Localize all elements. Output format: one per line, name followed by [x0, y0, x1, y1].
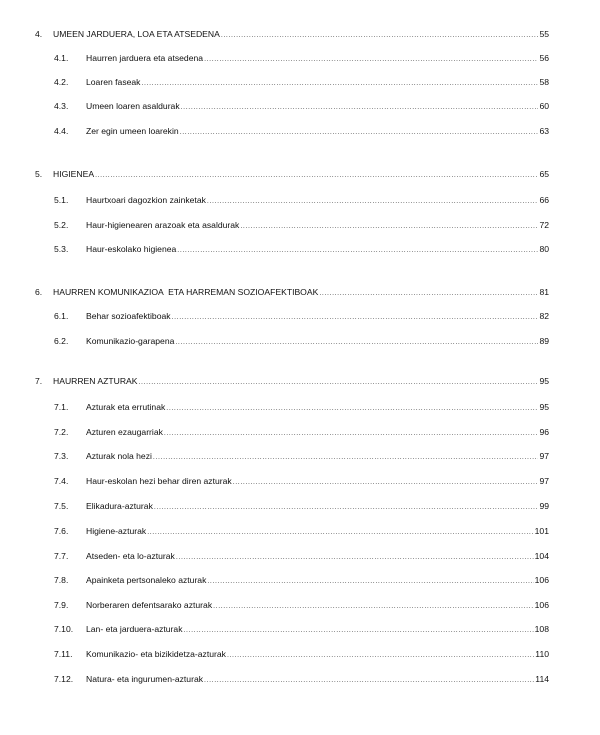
toc-entry-page: 97	[539, 476, 549, 486]
toc-entry-title: Haur-eskolako higienea	[86, 244, 177, 254]
dot-leader	[175, 337, 538, 349]
toc-entry[interactable]	[54, 574, 549, 586]
dot-leader	[153, 452, 539, 464]
dot-leader	[240, 221, 538, 233]
toc-entry-title: Haurtxoari dagozkion zainketak	[86, 195, 206, 205]
toc-entry[interactable]	[54, 525, 549, 537]
toc-entry-page: 56	[539, 53, 549, 63]
toc-entry-number: 5.	[35, 169, 43, 179]
toc-entry-number: 7.9.	[54, 600, 69, 610]
toc-entry-title: Zer egin umeen loarekin	[86, 126, 179, 136]
dot-leader	[207, 576, 533, 588]
toc-entry[interactable]	[54, 599, 549, 611]
toc-entry-page: 60	[539, 101, 549, 111]
toc-entry-number: 4.1.	[54, 53, 69, 63]
toc-entry[interactable]	[54, 426, 549, 438]
dot-leader	[204, 675, 534, 687]
toc-entry-title: Umeen loaren asaldurak	[86, 101, 180, 111]
dot-leader	[176, 552, 534, 564]
toc-entry[interactable]	[35, 286, 549, 298]
toc-entry[interactable]	[54, 219, 549, 231]
toc-entry[interactable]	[54, 194, 549, 206]
dot-leader	[207, 196, 539, 208]
toc-entry-title: Atseden- eta lo-azturak	[86, 551, 175, 561]
toc-entry-number: 7.8.	[54, 575, 69, 585]
dot-leader	[181, 102, 539, 114]
toc-entry-page: 106	[534, 575, 549, 585]
toc-entry-number: 6.2.	[54, 336, 69, 346]
toc-entry-number: 4.2.	[54, 77, 69, 87]
toc-entry[interactable]	[35, 28, 549, 40]
toc-entry[interactable]	[54, 450, 549, 462]
toc-entry-number: 5.1.	[54, 195, 69, 205]
toc-entry-title: Komunikazio- eta bizikidetza-azturak	[86, 649, 226, 659]
toc-entry-page: 81	[539, 287, 549, 297]
toc-entry-page: 89	[539, 336, 549, 346]
toc-entry-page: 82	[539, 311, 549, 321]
dot-leader	[233, 477, 539, 489]
toc-entry-number: 7.6.	[54, 526, 69, 536]
toc-entry-title: Azturen ezaugarriak	[86, 427, 163, 437]
toc-entry-page: 99	[539, 501, 549, 511]
toc-entry-page: 65	[539, 169, 549, 179]
toc-entry[interactable]	[54, 475, 549, 487]
toc-entry-title: HAURREN AZTURAK	[53, 376, 138, 386]
dot-leader	[172, 312, 539, 324]
dot-leader	[184, 625, 534, 637]
dot-leader	[147, 527, 533, 539]
toc-entry-number: 5.3.	[54, 244, 69, 254]
dot-leader	[180, 127, 539, 139]
toc-entry-number: 7.10.	[54, 624, 74, 634]
toc-entry-title: Elikadura-azturak	[86, 501, 153, 511]
toc-entry-number: 4.	[35, 29, 43, 39]
dot-leader	[95, 170, 538, 182]
dot-leader	[139, 377, 539, 389]
toc-entry-page: 96	[539, 427, 549, 437]
toc-entry-title: HAURREN KOMUNIKAZIOA ETA HARREMAN SOZIOAFEKTIBOAK	[53, 287, 319, 297]
toc-entry-page: 101	[534, 526, 549, 536]
toc-entry[interactable]	[54, 648, 549, 660]
toc-entry-page: 55	[539, 29, 549, 39]
toc-entry-number: 7.7.	[54, 551, 69, 561]
toc-entry[interactable]	[54, 673, 549, 685]
dot-leader	[164, 428, 539, 440]
toc-entry-number: 7.	[35, 376, 43, 386]
dot-leader	[154, 502, 539, 514]
toc-entry[interactable]	[54, 100, 549, 112]
toc-entry-title: Behar sozioafektiboak	[86, 311, 171, 321]
toc-entry-page: 104	[534, 551, 549, 561]
toc-entry[interactable]	[54, 125, 549, 137]
toc-entry[interactable]	[54, 401, 549, 413]
dot-leader	[227, 650, 534, 662]
toc-entry-page: 72	[539, 220, 549, 230]
toc-entry-title: Haurren jarduera eta atsedena	[86, 53, 204, 63]
toc-entry-title: Apainketa pertsonaleko azturak	[86, 575, 207, 585]
toc-entry-title: Azturak eta errutinak	[86, 402, 166, 412]
toc-entry-page: 58	[539, 77, 549, 87]
toc-entry[interactable]	[35, 168, 549, 180]
toc-entry-title: Norberaren defentsarako azturak	[86, 600, 213, 610]
toc-entry-number: 7.5.	[54, 501, 69, 511]
toc-entry-title: Haur-eskolan hezi behar diren azturak	[86, 476, 232, 486]
dot-leader	[213, 601, 534, 613]
toc-entry-number: 4.3.	[54, 101, 69, 111]
toc-entry-title: Lan- eta jarduera-azturak	[86, 624, 183, 634]
toc-entry-number: 6.1.	[54, 311, 69, 321]
toc-entry-number: 7.2.	[54, 427, 69, 437]
toc-entry[interactable]	[54, 76, 549, 88]
toc-entry-title: UMEEN JARDUERA, LOA ETA ATSEDENA	[53, 29, 220, 39]
toc-entry[interactable]	[54, 52, 549, 64]
dot-leader	[204, 54, 538, 66]
toc-entry-page: 108	[534, 624, 549, 634]
dot-leader	[141, 78, 538, 90]
toc-entry-number: 6.	[35, 287, 43, 297]
toc-entry-title: Haur-higienearen arazoak eta asaldurak	[86, 220, 240, 230]
toc-entry-page: 106	[534, 600, 549, 610]
toc-entry-number: 4.4.	[54, 126, 69, 136]
toc-entry-page: 66	[539, 195, 549, 205]
toc-entry[interactable]	[54, 623, 549, 635]
toc-entry[interactable]	[54, 310, 549, 322]
toc-entry[interactable]	[54, 500, 549, 512]
toc-entry-title: Komunikazio-garapena	[86, 336, 175, 346]
toc-entry[interactable]	[54, 243, 549, 255]
toc-entry[interactable]	[54, 550, 549, 562]
toc-entry-number: 7.3.	[54, 451, 69, 461]
toc-entry[interactable]	[35, 375, 549, 387]
dot-leader	[166, 403, 538, 415]
dot-leader	[177, 245, 538, 257]
toc-entry-number: 7.12.	[54, 674, 74, 684]
toc-entry-title: HIGIENEA	[53, 169, 95, 179]
toc-entry-number: 7.1.	[54, 402, 69, 412]
toc-entry-page: 97	[539, 451, 549, 461]
toc-entry-page: 95	[539, 376, 549, 386]
toc-entry-title: Azturak nola hezi	[86, 451, 152, 461]
toc-entry-title: Higiene-azturak	[86, 526, 147, 536]
toc-entry-title: Loaren faseak	[86, 77, 141, 87]
toc-entry-page: 80	[539, 244, 549, 254]
toc-entry-page: 110	[535, 649, 549, 659]
toc-entry-title: Natura- eta ingurumen-azturak	[86, 674, 204, 684]
toc-entry-page: 63	[539, 126, 549, 136]
toc-entry[interactable]	[54, 335, 549, 347]
toc-entry-number: 5.2.	[54, 220, 69, 230]
toc-entry-number: 7.11.	[54, 649, 73, 659]
toc-entry-page: 95	[539, 402, 549, 412]
dot-leader	[319, 288, 538, 300]
toc-entry-page: 114	[535, 674, 549, 684]
dot-leader	[221, 30, 539, 42]
toc-entry-number: 7.4.	[54, 476, 69, 486]
